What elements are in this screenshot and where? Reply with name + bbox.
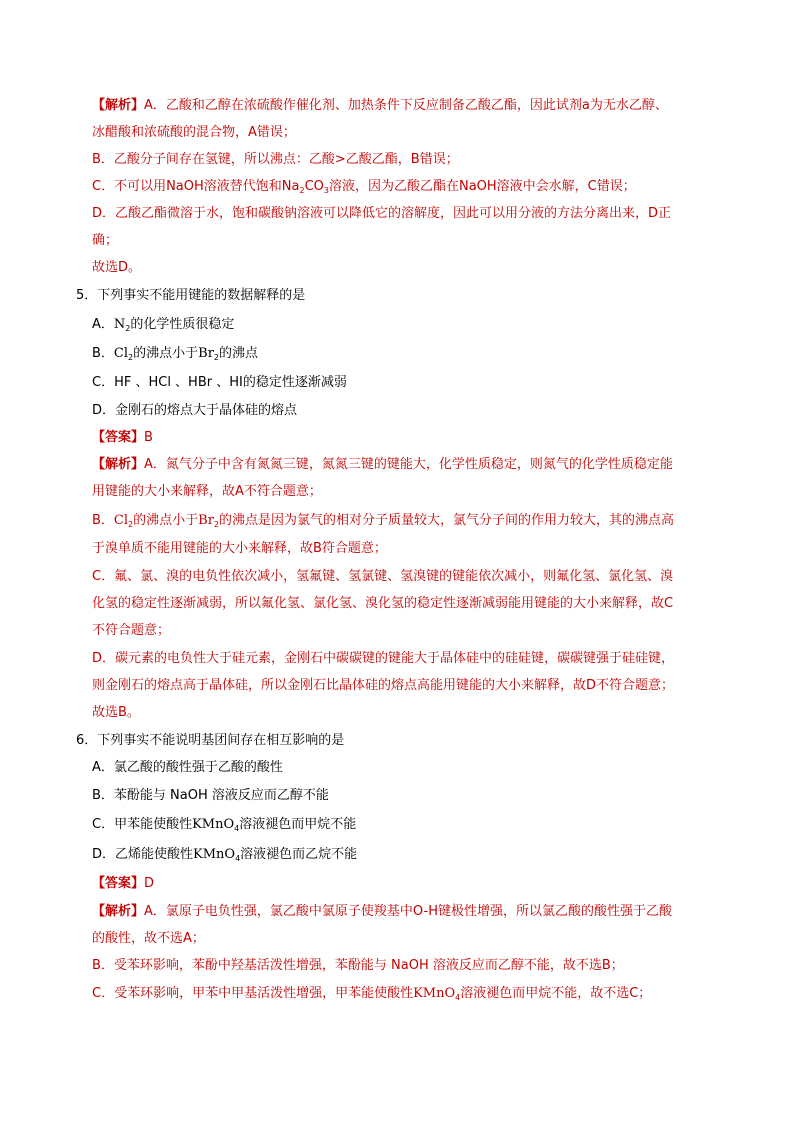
q5-stem: 5．下列事实不能用键能的数据解释的是 (76, 288, 306, 303)
q4-c-post: 溶液，因为乙酸乙酯在NaOH溶液中会水解，C错误； (328, 179, 636, 194)
analysis-tag: 【解析】 (92, 457, 145, 472)
q5-b-sub2: 2 (213, 520, 220, 529)
q5-option-c: C．HF 、HCl 、HBr 、HI的稳定性逐渐减弱 (92, 375, 347, 390)
q4-c-mid: CO (304, 179, 324, 194)
q6-opt-c-chem: KMnO (192, 817, 235, 832)
q5-opt-b-mid: 的沸点小于 (133, 346, 199, 361)
q5-opt-b-sub2: 2 (213, 353, 220, 362)
q5-conclusion: 故选B。 (92, 705, 140, 720)
q6-opt-c-sub: 4 (234, 824, 240, 833)
q5-b-label: B． (92, 513, 114, 528)
q6-analysis-a1: A．氯原子电负性强，氯乙酸中氯原子使羧基中O-H键极性增强，所以氯乙酸的酸性强于乙酸 (144, 904, 672, 919)
q6-opt-d-chem: KMnO (193, 847, 236, 862)
answer-tag: 【答案】 (92, 876, 145, 891)
q5-option-d: D．金刚石的熔点大于晶体硅的熔点 (92, 403, 298, 418)
q4-analysis-a1: A．乙酸和乙醇在浓硫酸作催化剂、加热条件下反应制备乙酸乙酯，因此试剂a为无水乙醇、 (144, 98, 668, 113)
q5-analysis-c-line-1: C．氟、氯、溴的电负性依次减小，氢氟键、氢氯键、氢溴键的键能依次减小，则氟化氢、氯化氢、溴 (92, 569, 674, 584)
q4-c-pre: C．不可以用NaOH溶液替代饱和Na (92, 179, 300, 194)
q4-c-sub1: 2 (299, 186, 305, 195)
q6-c-chem: KMnO (413, 986, 456, 1001)
q5-opt-b-chem1: Cl (113, 346, 129, 361)
answer-tag: 【答案】 (92, 430, 145, 445)
q4-conclusion: 故选D。 (92, 260, 142, 275)
q4-analysis-d-line-1: D．乙酸乙酯微溶于水，饱和碳酸钠溶液可以降低它的溶解度，因此可以用分液的方法分离出来，D正 (92, 206, 672, 221)
q5-opt-b-sub1: 2 (128, 353, 134, 362)
q6-answer (92, 873, 154, 895)
analysis-tag: 【解析】 (92, 98, 145, 113)
q6-option-d (92, 844, 357, 870)
q5-analysis-c-line-3: 不符合题意； (92, 623, 171, 638)
q6-analysis-c (92, 983, 651, 1009)
q6-analysis-b: B．受苯环影响，苯酚中羟基活泼性增强，苯酚能与 NaOH 溶液反应而乙醇不能，故不选B； (92, 958, 624, 973)
q5-b-chem2: Br (198, 513, 214, 528)
q4-analysis-line-1 (92, 95, 668, 117)
q5-analysis-d-line-2: 则金刚石的熔点高于晶体硅，所以金刚石比晶体硅的熔点高能用键能的大小来解释，故D不符合题意； (92, 678, 675, 693)
q5-analysis-c-line-2: 化氢的稳定性逐渐减弱，所以氟化氢、氯化氢、溴化氢的稳定性逐渐减弱能用键能的大小来解释，故C (92, 596, 674, 611)
q6-opt-c-text: 溶液褪色而甲烷不能 (239, 817, 357, 832)
q6-opt-d-pre: D．乙烯能使酸性 (92, 847, 194, 862)
q5-answer (92, 427, 153, 449)
q5-b-sub1: 2 (128, 520, 134, 529)
q5-analysis-b-line-1 (92, 510, 674, 536)
q5-b-mid: 的沸点小于 (133, 513, 199, 528)
q5-answer-value: B (144, 430, 153, 445)
q6-stem: 6．下列事实不能说明基团间存在相互影响的是 (76, 733, 345, 748)
q6-analysis-a-line-1 (92, 901, 672, 923)
q4-analysis-b: B．乙酸分子间存在氢键，所以沸点：乙酸>乙酸乙酯，B错误； (92, 152, 459, 167)
q6-option-c (92, 814, 356, 840)
q4-c-sub2: 3 (323, 186, 329, 195)
q6-c-sub: 4 (455, 993, 461, 1002)
q6-c-text: 溶液褪色而甲烷不能，故不选C； (460, 986, 652, 1001)
q6-opt-d-sub: 4 (235, 854, 241, 863)
q5-opt-a-text: 的化学性质很稳定 (130, 317, 235, 332)
analysis-tag: 【解析】 (92, 904, 145, 919)
q5-analysis-a1: A．氮气分子中含有氮氮三键，氮氮三键的键能大，化学性质稳定，则氮气的化学性质稳定能 (144, 457, 673, 472)
q6-analysis-a-line-2: 的酸性，故不选A； (92, 931, 205, 946)
q5-analysis-a-line-1 (92, 454, 673, 476)
q5-analysis-d-line-1: D．碳元素的电负性大于硅元素，金刚石中碳碳键的键能大于晶体硅中的硅硅键，碳碳键强于硅硅键， (92, 651, 675, 666)
q5-analysis-a-line-2: 用键能的大小来解释，故A不符合题意； (92, 484, 322, 499)
q5-option-b (92, 343, 258, 369)
q6-opt-c-pre: C．甲苯能使酸性 (92, 817, 193, 832)
q5-option-a (92, 314, 234, 340)
q5-b-text: 的沸点是因为氯气的相对分子质量较大，氯气分子间的作用力较大，其的沸点高 (219, 513, 675, 528)
q6-answer-value: D (144, 876, 155, 891)
q4-analysis-c (92, 176, 636, 202)
q6-c-pre: C．受苯环影响，甲苯中甲基活泼性增强，甲苯能使酸性 (92, 986, 414, 1001)
q6-opt-d-text: 溶液褪色而乙烷不能 (240, 847, 358, 862)
q5-opt-b-text: 的沸点 (219, 346, 259, 361)
q4-analysis-d-line-2: 确； (92, 233, 119, 248)
q5-opt-b-chem2: Br (198, 346, 214, 361)
q5-b-chem1: Cl (113, 513, 129, 528)
q5-opt-b-label: B． (92, 346, 114, 361)
q5-opt-a-sub: 2 (125, 324, 131, 333)
q5-analysis-b-line-2: 于溴单质不能用键能的大小来解释，故B符合题意； (92, 541, 387, 556)
q6-option-b: B．苯酚能与 NaOH 溶液反应而乙醇不能 (92, 788, 329, 803)
q5-opt-a-chem: N (113, 317, 126, 332)
q6-option-a: A．氯乙酸的酸性强于乙酸的酸性 (92, 760, 283, 775)
q5-opt-a-label: A． (92, 317, 114, 332)
q4-analysis-line-2: 冰醋酸和浓硫酸的混合物，A错误； (92, 125, 296, 140)
